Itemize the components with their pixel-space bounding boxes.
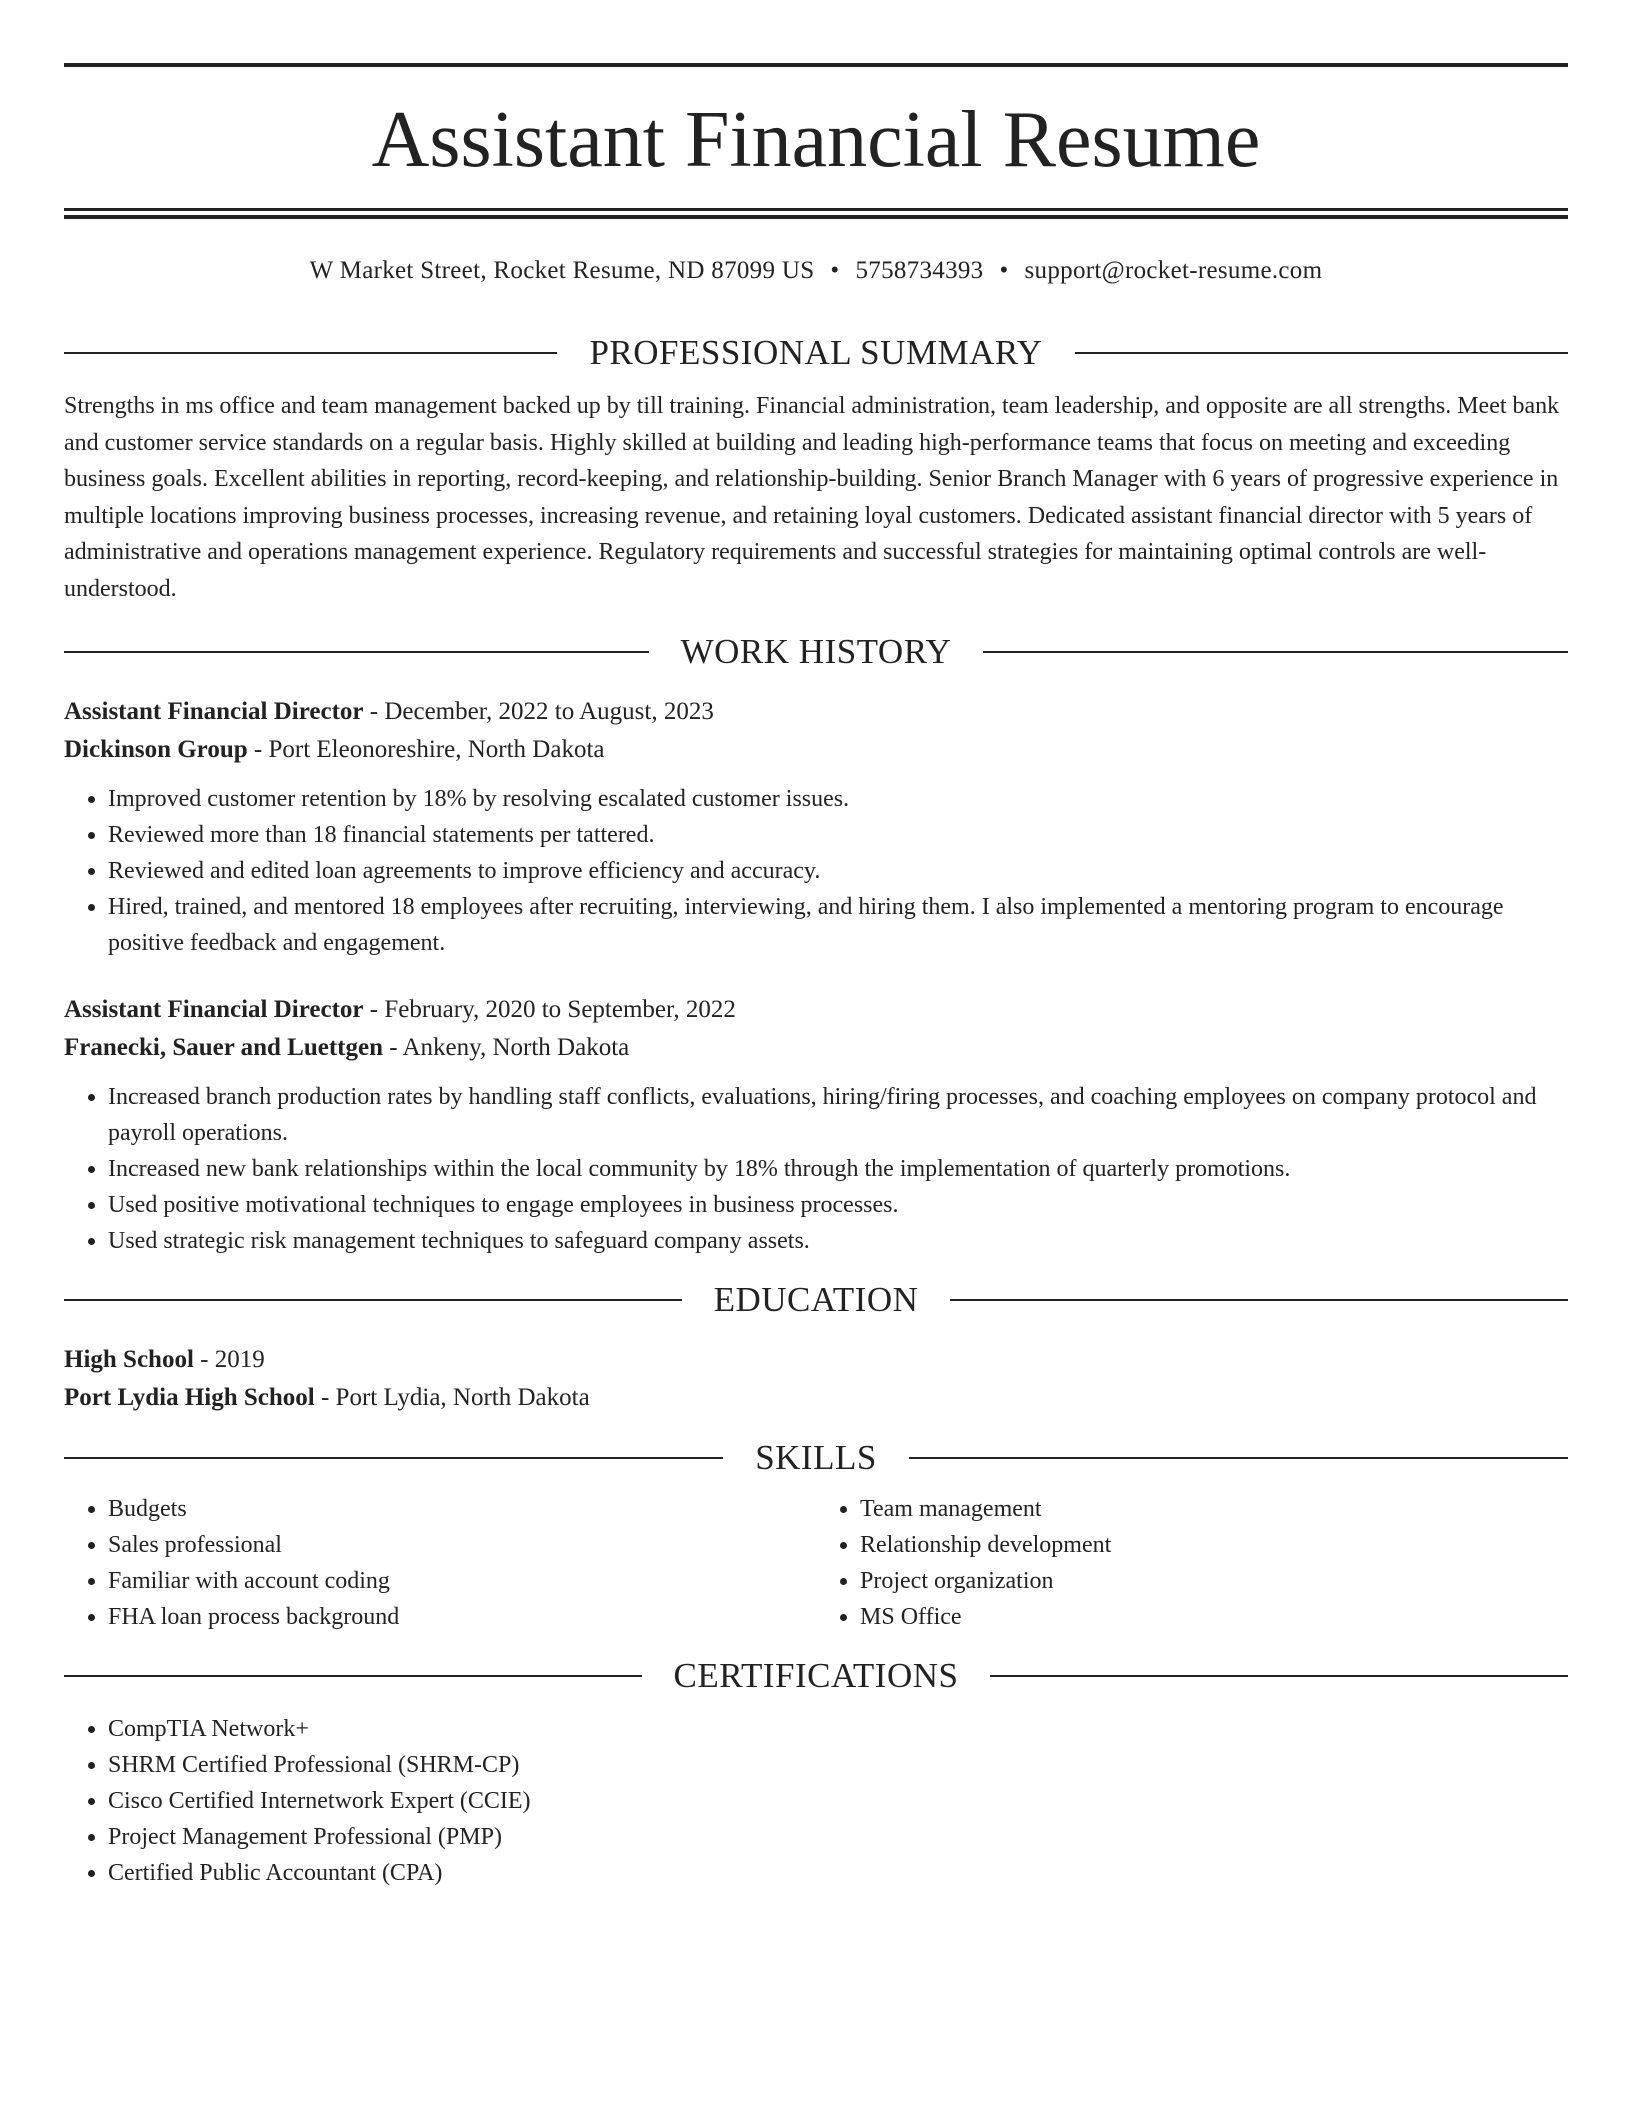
heading-rule-left [64,651,649,653]
job-company: Franecki, Sauer and Luettgen [64,1034,383,1061]
job-location: - Port Eleonoreshire, North Dakota [247,736,605,763]
top-rule [64,63,1568,67]
list-item: • SHRM Certified Professional (SHRM-CP) [108,1747,1568,1783]
certifications-list [64,1711,1568,1891]
job-location: - Ankeny, North Dakota [383,1034,630,1061]
school-name: Port Lydia High School [64,1384,315,1411]
title-rule-1 [64,208,1568,211]
list-item: • MS Office [860,1599,1568,1635]
job-title: Assistant Financial Director [64,996,364,1023]
list-item: • Sales professional [108,1527,816,1563]
spacer [64,1259,1568,1277]
heading-rule-right [950,1299,1568,1301]
heading-rule-left [64,352,557,354]
list-item: • Reviewed more than 18 financial statements per tattered. [108,817,1568,853]
heading-rule-right [1075,352,1568,354]
job-title-line [64,991,1568,1029]
resume-content [64,330,1568,1891]
section-title: WORK HISTORY [680,632,952,671]
heading-rule-right [909,1457,1568,1459]
list-item: • Familiar with account coding [108,1563,816,1599]
degree: High School [64,1346,194,1373]
heading-rule-left [64,1675,642,1677]
contact-separator: • [830,257,840,284]
job-title: Assistant Financial Director [64,698,364,725]
heading-rule-left [64,1457,723,1459]
heading-rule-right [983,651,1568,653]
certifications-heading [64,1653,1568,1699]
list-item: • FHA loan process background [108,1599,816,1635]
skills-heading [64,1435,1568,1481]
summary-heading [64,330,1568,376]
summary-text: Strengths in ms office and team management backed up by till training. Financial administration, team leadership, and opposite are all strengths. Meet bank and customer service standards on a regular basis. Highly skilled at building and leading high-performance teams that focus on meeting and exceeding business goals. Excellent abilities in reporting, record-keeping, and relationship-building. Senior Branch Manager with 6 years of progressive experience in multiple locations improving business processes, increasing revenue, and retaining loyal customers. Dedicated assistant financial director with 5 years of administrative and operations management experience. Regulatory requirements and successful strategies for maintaining optimal controls are well-understood. [64,393,1560,602]
job-entry [64,991,1568,1259]
list-item: • Project organization [860,1563,1568,1599]
section-title: PROFESSIONAL SUMMARY [589,333,1043,372]
skills-list-left [64,1491,816,1635]
heading-rule-left [64,1299,682,1301]
school-line [64,1379,1568,1417]
list-item: • Used positive motivational techniques to engage employees in business processes. [108,1187,1568,1223]
job-title-line [64,693,1568,731]
contact-address: W Market Street, Rocket Resume, ND 87099 US [309,257,815,284]
skills-list-right [816,1491,1568,1635]
contact-phone: 5758734393 [855,257,984,284]
list-item: • Cisco Certified Internetwork Expert (CCIE) [108,1783,1568,1819]
list-item: • Project Management Professional (PMP) [108,1819,1568,1855]
spacer [64,1417,1568,1435]
section-title: SKILLS [755,1438,877,1477]
list-item: • Hired, trained, and mentored 18 employees after recruiting, interviewing, and hiring them. I also implemented a mentoring program to encourage positive feedback and engagement. [108,889,1568,961]
education-entry [64,1341,1568,1417]
resume-title: Assistant Financial Resume [371,96,1261,184]
list-item: • Team management [860,1491,1568,1527]
section-title: EDUCATION [713,1280,919,1319]
job-company-line [64,1029,1568,1067]
title-rule-2 [64,215,1568,219]
list-item: • Increased new bank relationships within the local community by 18% through the implementation of quarterly promotions. [108,1151,1568,1187]
job-company-line [64,731,1568,769]
job-entry [64,693,1568,961]
contact-email: support@rocket-resume.com [1024,257,1323,284]
education-heading [64,1277,1568,1323]
list-item: • Certified Public Accountant (CPA) [108,1855,1568,1891]
job-dates: - December, 2022 to August, 2023 [363,698,714,725]
degree-year: - 2019 [193,1346,265,1373]
list-item: • CompTIA Network+ [108,1711,1568,1747]
job-bullets [64,781,1568,961]
job-dates: - February, 2020 to September, 2022 [363,996,736,1023]
list-item: • Improved customer retention by 18% by resolving escalated customer issues. [108,781,1568,817]
list-item: • Budgets [108,1491,816,1527]
work-heading [64,629,1568,675]
degree-line [64,1341,1568,1379]
school-location: - Port Lydia, North Dakota [314,1384,590,1411]
job-bullets [64,1079,1568,1259]
list-item: • Used strategic risk management techniques to safeguard company assets. [108,1223,1568,1259]
list-item: • Reviewed and edited loan agreements to improve efficiency and accuracy. [108,853,1568,889]
contact-separator: • [999,257,1009,284]
section-title: CERTIFICATIONS [673,1656,959,1695]
list-item: • Increased branch production rates by handling staff conflicts, evaluations, hiring/firing processes, and coaching employees on company protocol and payroll operations. [108,1079,1568,1151]
list-item: • Relationship development [860,1527,1568,1563]
heading-rule-right [990,1675,1568,1677]
skills-columns [64,1491,1568,1635]
job-company: Dickinson Group [64,736,248,763]
spacer [64,1635,1568,1653]
contact-line [64,253,1568,289]
